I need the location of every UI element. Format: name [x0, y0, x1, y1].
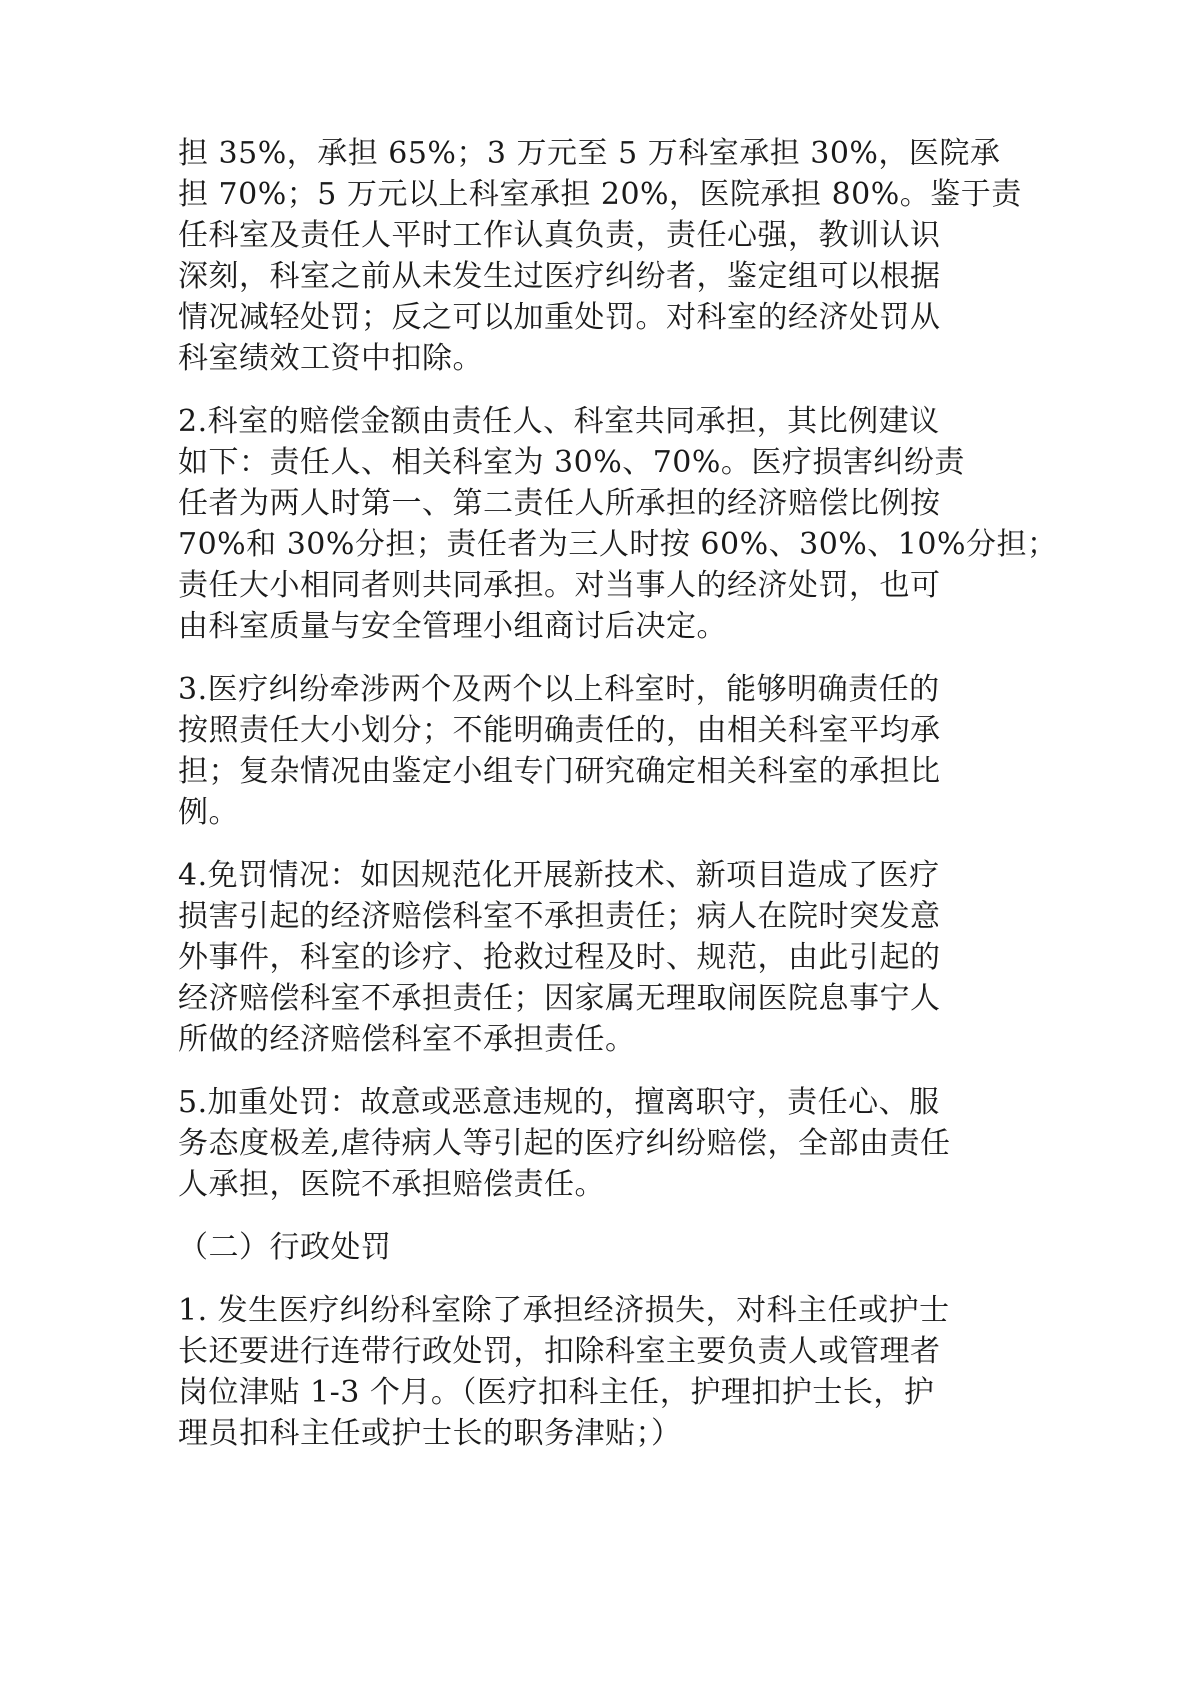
text-line: 人承担，医院不承担赔偿责任。	[178, 1167, 605, 1202]
text-line: 担 35%，承担 65%；3 万元至 5 万科室承担 30%，医院承	[178, 136, 1001, 171]
text-line: 3.医疗纠纷牵涉两个及两个以上科室时，能够明确责任的	[178, 672, 940, 707]
text-line: 按照责任大小划分；不能明确责任的，由相关科室平均承	[178, 713, 941, 748]
text-line: 70%和 30%分担；责任者为三人时按 60%、30%、10%分担；	[178, 527, 1058, 562]
text-line: 任科室及责任人平时工作认真负责，责任心强，教训认识	[178, 218, 941, 253]
paragraph-item-4	[178, 855, 1018, 1060]
text-line: 例。	[178, 795, 239, 830]
text-line: 5.加重处罚：故意或恶意违规的，擅离职守，责任心、服	[178, 1085, 940, 1120]
text-line: 所做的经济赔偿科室不承担责任。	[178, 1022, 636, 1057]
text-line: 情况减轻处罚；反之可以加重处罚。对科室的经济处罚从	[178, 300, 941, 335]
section-heading: （二）行政处罚	[178, 1230, 392, 1265]
text-line: 经济赔偿科室不承担责任；因家属无理取闹医院息事宁人	[178, 981, 941, 1016]
paragraph-item-3	[178, 669, 1018, 833]
text-line: 科室绩效工资中扣除。	[178, 341, 483, 376]
text-line: 长还要进行连带行政处罚，扣除科室主要负责人或管理者	[178, 1334, 941, 1369]
text-line: 岗位津贴 1-3 个月。（医疗扣科主任，护理扣护士长，护	[178, 1375, 935, 1410]
paragraph-item-2	[178, 401, 1058, 647]
text-line: 深刻，科室之前从未发生过医疗纠纷者，鉴定组可以根据	[178, 259, 941, 294]
text-line: 损害引起的经济赔偿科室不承担责任；病人在院时突发意	[178, 899, 941, 934]
text-line: 1. 发生医疗纠纷科室除了承担经济损失，对科主任或护士	[178, 1293, 950, 1328]
text-line: 2.科室的赔偿金额由责任人、科室共同承担，其比例建议	[178, 404, 940, 439]
text-line: 任者为两人时第一、第二责任人所承担的经济赔偿比例按	[178, 486, 941, 521]
text-line: 外事件，科室的诊疗、抢救过程及时、规范，由此引起的	[178, 940, 941, 975]
text-line: 如下：责任人、相关科室为 30%、70%。医疗损害纠纷责	[178, 445, 965, 480]
document-body	[178, 133, 1058, 1476]
text-line: 责任大小相同者则共同承担。对当事人的经济处罚，也可	[178, 568, 941, 603]
section-heading-administrative-penalty	[178, 1227, 1018, 1268]
paragraph-compensation-ratio	[178, 133, 1022, 379]
text-line: 担 70%；5 万元以上科室承担 20%，医院承担 80%。鉴于责	[178, 177, 1022, 212]
text-line: 担；复杂情况由鉴定小组专门研究确定相关科室的承担比	[178, 754, 941, 789]
text-line: 理员扣科主任或护士长的职务津贴；）	[178, 1416, 682, 1451]
text-line: 由科室质量与安全管理小组商讨后决定。	[178, 609, 727, 644]
text-line: 4.免罚情况：如因规范化开展新技术、新项目造成了医疗	[178, 858, 940, 893]
paragraph-item-5	[178, 1082, 1018, 1205]
text-line: 务态度极差,虐待病人等引起的医疗纠纷赔偿，全部由责任	[178, 1126, 951, 1161]
paragraph-admin-item-1	[178, 1290, 1018, 1454]
